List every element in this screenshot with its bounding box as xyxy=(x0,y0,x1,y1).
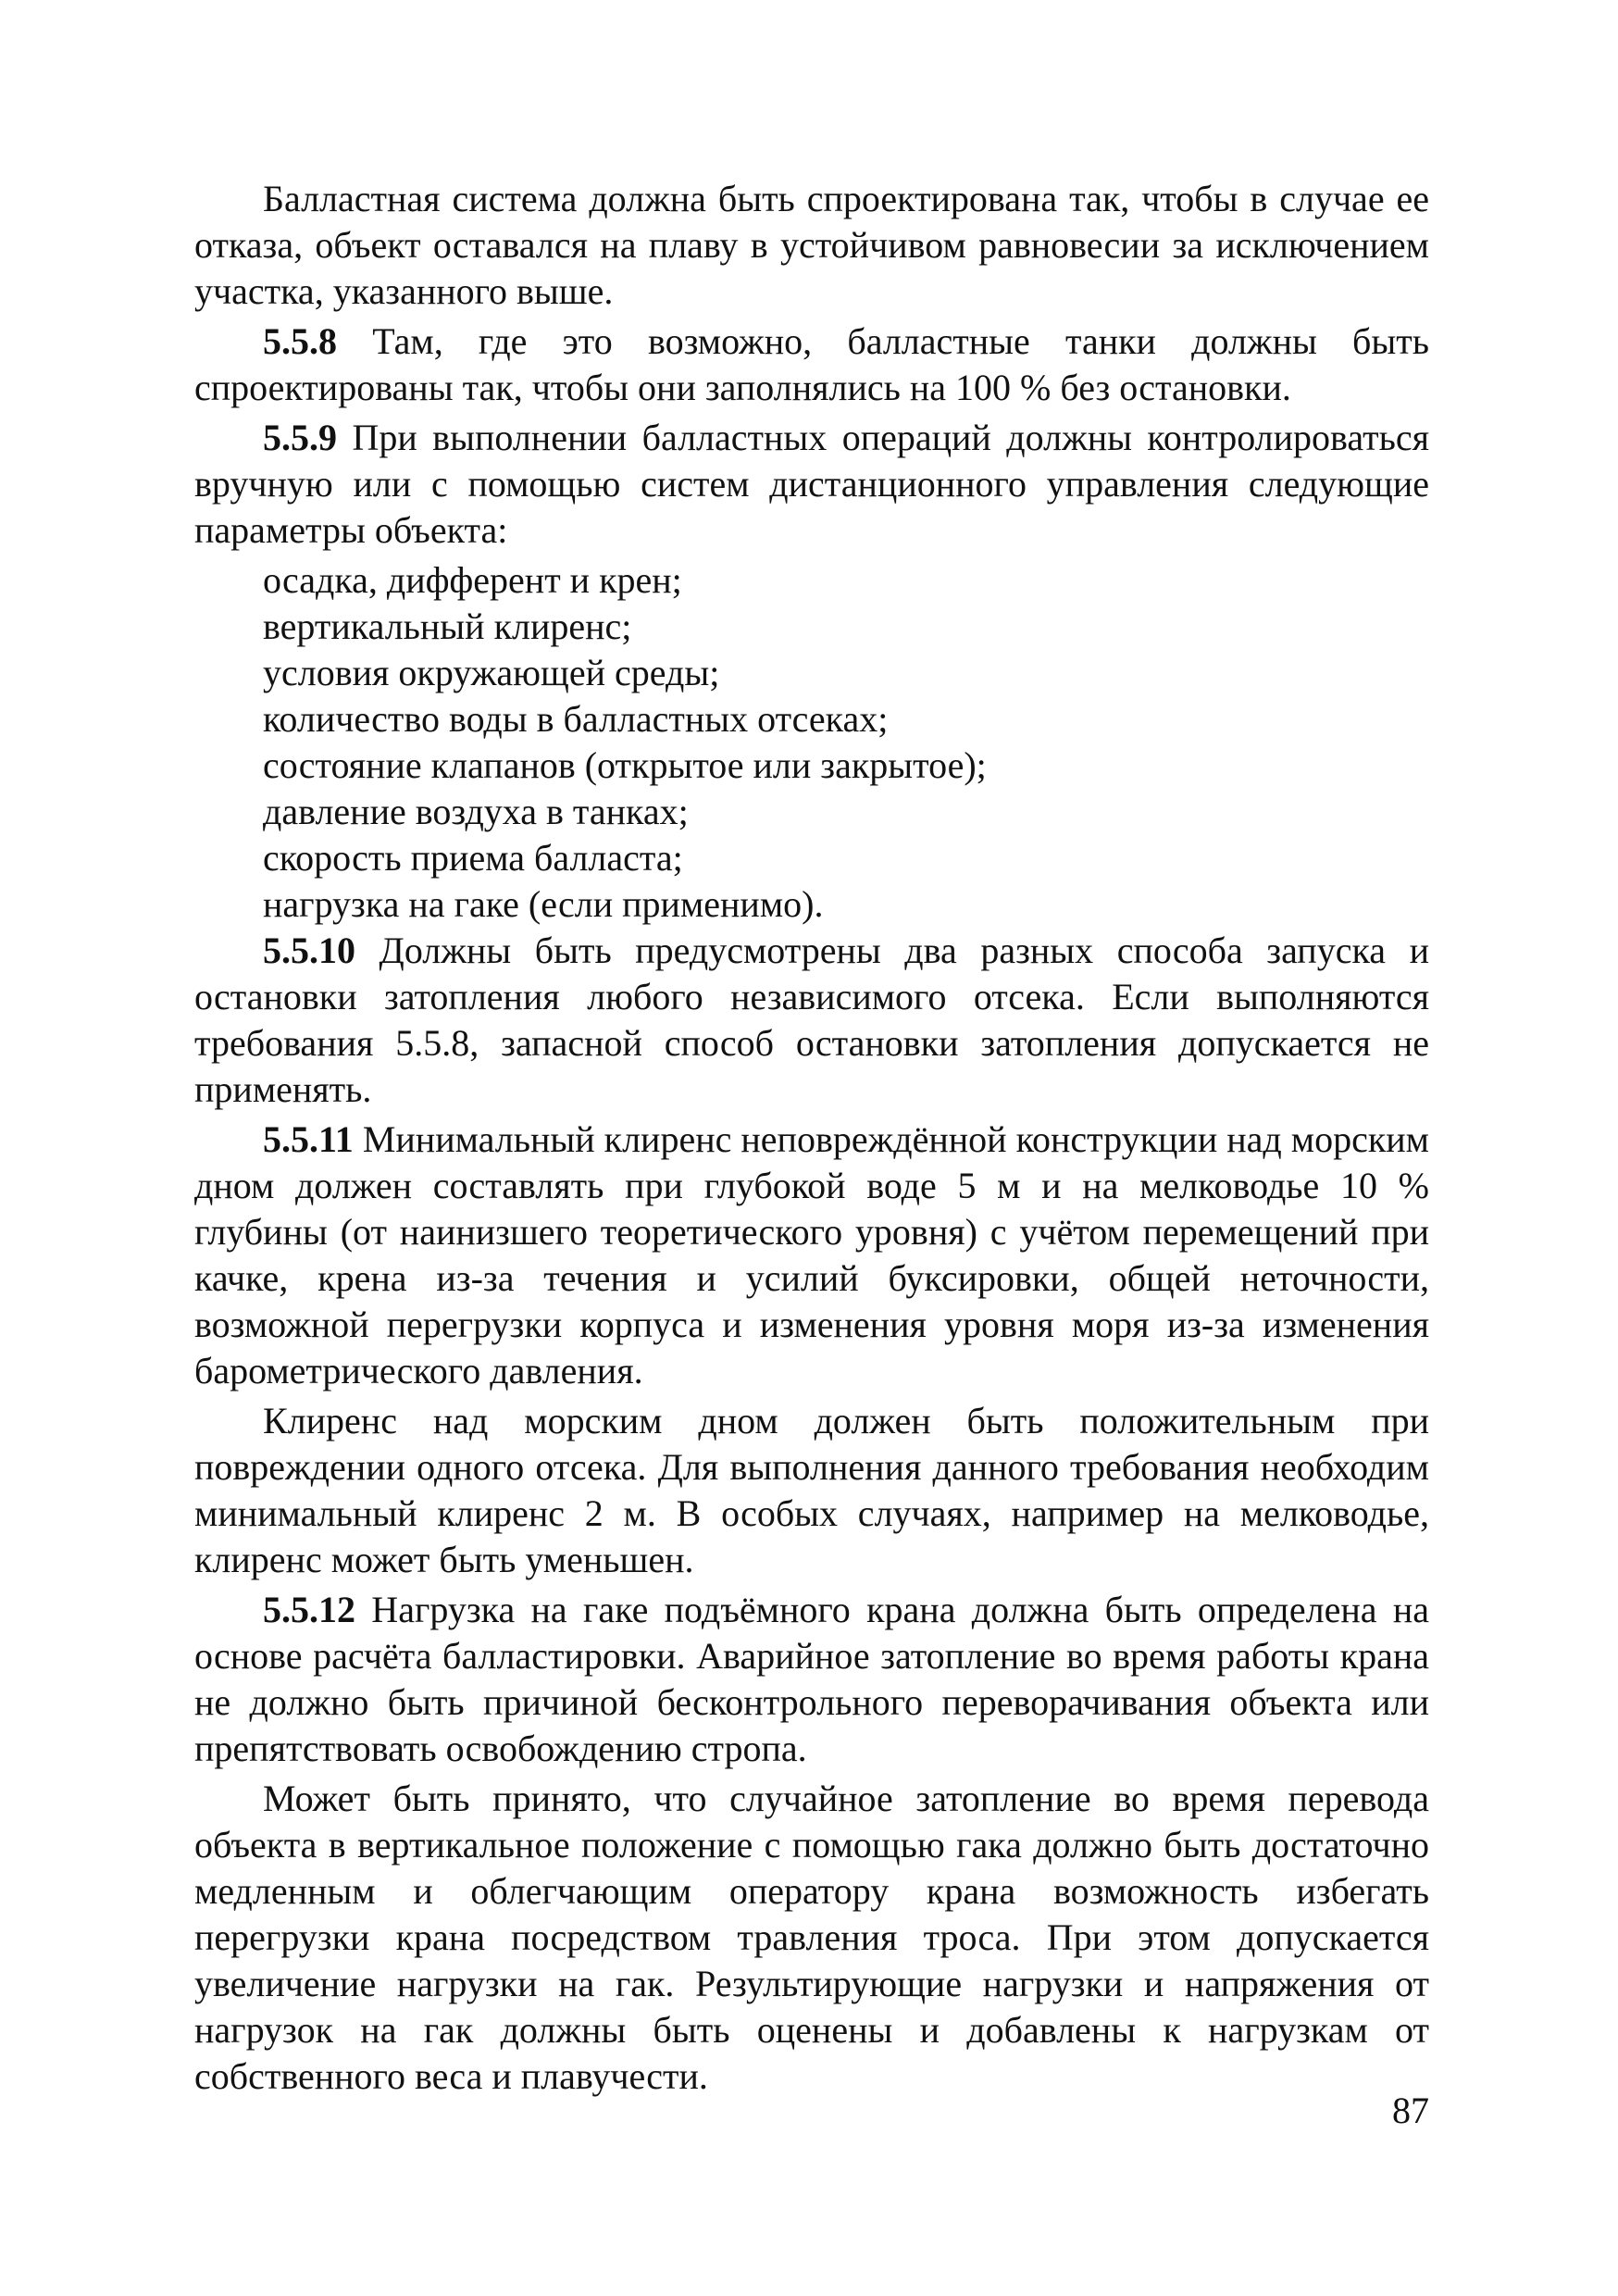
list-item: состояние клапанов (открытое или закрытое); xyxy=(263,744,987,786)
paragraph xyxy=(194,176,1429,315)
list-item: количество воды в балластных отсеках; xyxy=(263,698,889,740)
page-body xyxy=(194,176,1429,2103)
clause-text: При выполнении балластных операций должны контролироваться вручную или с помощью систем дистанционного управления следующие параметры объекта: xyxy=(194,417,1429,551)
clause-number: 5.5.9 xyxy=(263,417,337,458)
clause-5-5-10 xyxy=(194,928,1429,1113)
clause-text: Нагрузка на гаке подъёмного крана должна быть определена на основе расчёта балластировки. Аварийное затопление во время работы крана не должно быть причиной бесконтрольного переворачивания объекта или препятствовать освобождению стропа. xyxy=(194,1589,1429,1769)
clause-number: 5.5.8 xyxy=(263,320,337,362)
clause-5-5-12 xyxy=(194,1587,1429,1772)
list-item: давление воздуха в танках; xyxy=(263,791,689,832)
list-item: условия окружающей среды; xyxy=(263,652,720,693)
clause-text: Должны быть предусмотрены два разных способа запуска и остановки затопления любого независимого отсека. Если выполняются требования 5.5.8, запасной способ остановки затопления допускается не применять. xyxy=(194,930,1429,1110)
paragraph xyxy=(194,1398,1429,1583)
list-item: осадка, дифферент и крен; xyxy=(263,559,682,601)
clause-text: Минимальный клиренс неповреждённой конструкции над морским дном должен составлять при глубокой воде 5 м и на мелководье 10 % глубины (от наинизшего теоретического уровня) с учётом перемещений при качке, крена из-за течения и усилий буксировки, общей неточности, возможной перегрузки корпуса и изменения уровня моря из-за изменения барометрического давления. xyxy=(194,1118,1429,1391)
paragraph-text: Клиренс над морским дном должен быть положительным при повреждении одного отсека. Для выполнения данного требования необходим минимальный клиренс 2 м. В особых случаях, например на мелководье, клиренс может быть уменьшен. xyxy=(194,1400,1429,1580)
paragraph xyxy=(194,1776,1429,2100)
paragraph-text: Может быть принято, что случайное затопление во время перевода объекта в вертикальное положение с помощью гака должно быть достаточно медленным и облегчающим оператору крана возможность избегать перегрузки крана посредством травления троса. При этом допускается увеличение нагрузки на гак. Результирующие нагрузки и напряжения от нагрузок на гак должны быть оценены и добавлены к нагрузкам от собственного веса и плавучести. xyxy=(194,1778,1429,2097)
page-number: 87 xyxy=(1392,2090,1429,2131)
clause-number: 5.5.11 xyxy=(263,1118,354,1160)
clause-5-5-11 xyxy=(194,1117,1429,1394)
parameter-list xyxy=(194,557,1429,928)
clause-number: 5.5.10 xyxy=(263,930,355,971)
clause-number: 5.5.12 xyxy=(263,1589,355,1630)
clause-5-5-8 xyxy=(194,318,1429,411)
clause-5-5-9 xyxy=(194,415,1429,554)
clause-text: Там, где это возможно, балластные танки должны быть спроектированы так, чтобы они заполнялись на 100 % без остановки. xyxy=(194,320,1429,408)
list-item: нагрузка на гаке (если применимо). xyxy=(263,883,824,925)
paragraph-text: Балластная система должна быть спроектирована так, чтобы в случае ее отказа, объект оставался на плаву в устойчивом равновесии за исключением участка, указанного выше. xyxy=(194,178,1429,312)
list-item: вертикальный клиренс; xyxy=(263,605,632,647)
list-item: скорость приема балласта; xyxy=(263,837,683,879)
